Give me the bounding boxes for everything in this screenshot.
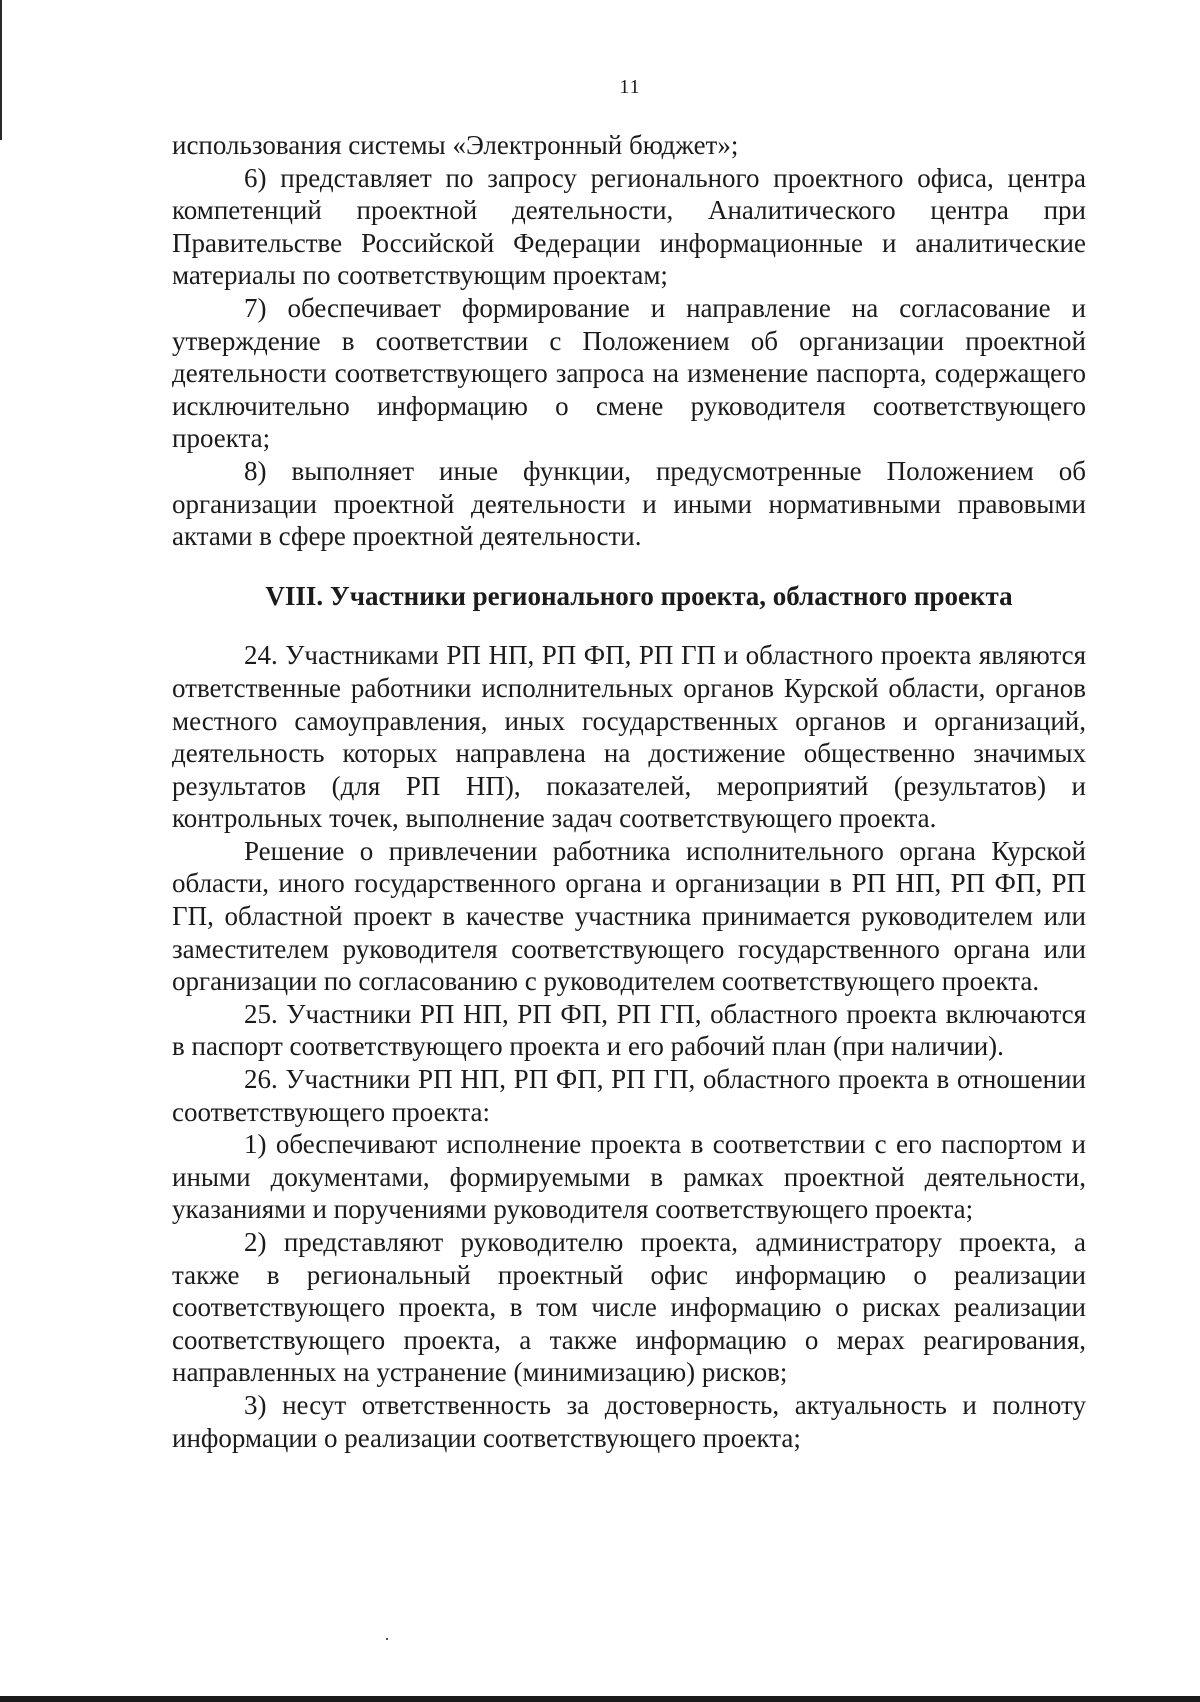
paragraph-item-6: 6) представляет по запросу регионального проектного офиса, центра компетенций проектной деятельности, Аналитического центра при Правительстве Российской Федерации информационные и аналитические материалы по соответствующим проектам; [172,162,1086,291]
document-body [172,129,1086,1454]
paragraph-item-8: 8) выполняет иные функции, предусмотренные Положением об организации проектной деятельности и иными нормативными правовыми актами в сфере проектной деятельности. [172,455,1086,552]
paragraph-continuation: использования системы «Электронный бюджет»; [172,130,739,160]
paragraph-26-item-3: 3) несут ответственность за достоверность, актуальность и полноту информации о реализации соответствующего проекта; [172,1389,1086,1453]
paragraph-26: 26. Участники РП НП, РП ФП, РП ГП, областного проекта в отношении соответствующего проекта: [172,1064,1086,1127]
scan-speck [386,1638,388,1640]
scan-edge-bottom [0,1696,1200,1702]
paragraph-decision: Решение о привлечении работника исполнительного органа Курской области, иного государственного органа и организации в РП НП, РП ФП, РП ГП, областной проект в качестве участника принимается руководителем или заместителем руководителя соответствующего государственного органа или организации по согласованию с руководителем соответствующего проекта. [172,835,1086,997]
section-heading: VIII. Участники регионального проекта, областного проекта [265,580,1013,611]
page-number: 11 [619,76,641,98]
paragraph-25: 25. Участники РП НП, РП ФП, РП ГП, областного проекта включаются в паспорт соответствующего проекта и его рабочий план (при наличии). [172,998,1086,1062]
scan-edge-left [0,0,2,140]
paragraph-26-item-1: 1) обеспечивают исполнение проекта в соответствии с его паспортом и иными документами, формируемыми в рамках проектной деятельности, указаниями и поручениями руководителя соответствующего проекта; [172,1129,1086,1225]
paragraph-26-item-2: 2) представляют руководителю проекта, администратору проекта, а также в региональный проектный офис информацию о реализации соответствующего проекта, в том числе информацию о рисках реализации соответствующего проекта, а также информацию о мерах реагирования, направленных на устранение (минимизацию) рисков; [172,1227,1086,1388]
paragraph-item-7: 7) обеспечивает формирование и направление на согласование и утверждение в соответствии с Положением об организации проектной деятельности соответствующего запроса на изменение паспорта, содержащего исключительно информацию о смене руководителя соответствующего проекта; [172,292,1086,454]
paragraph-24: 24. Участниками РП НП, РП ФП, РП ГП и областного проекта являются ответственные работники исполнительных органов Курской области, органов местного самоуправления, иных государственных органов и организаций, деятельность которых направлена на достижение общественно значимых результатов (для РП НП), показателей, мероприятий (результатов) и контрольных точек, выполнение задач соответствующего проекта. [172,640,1086,834]
